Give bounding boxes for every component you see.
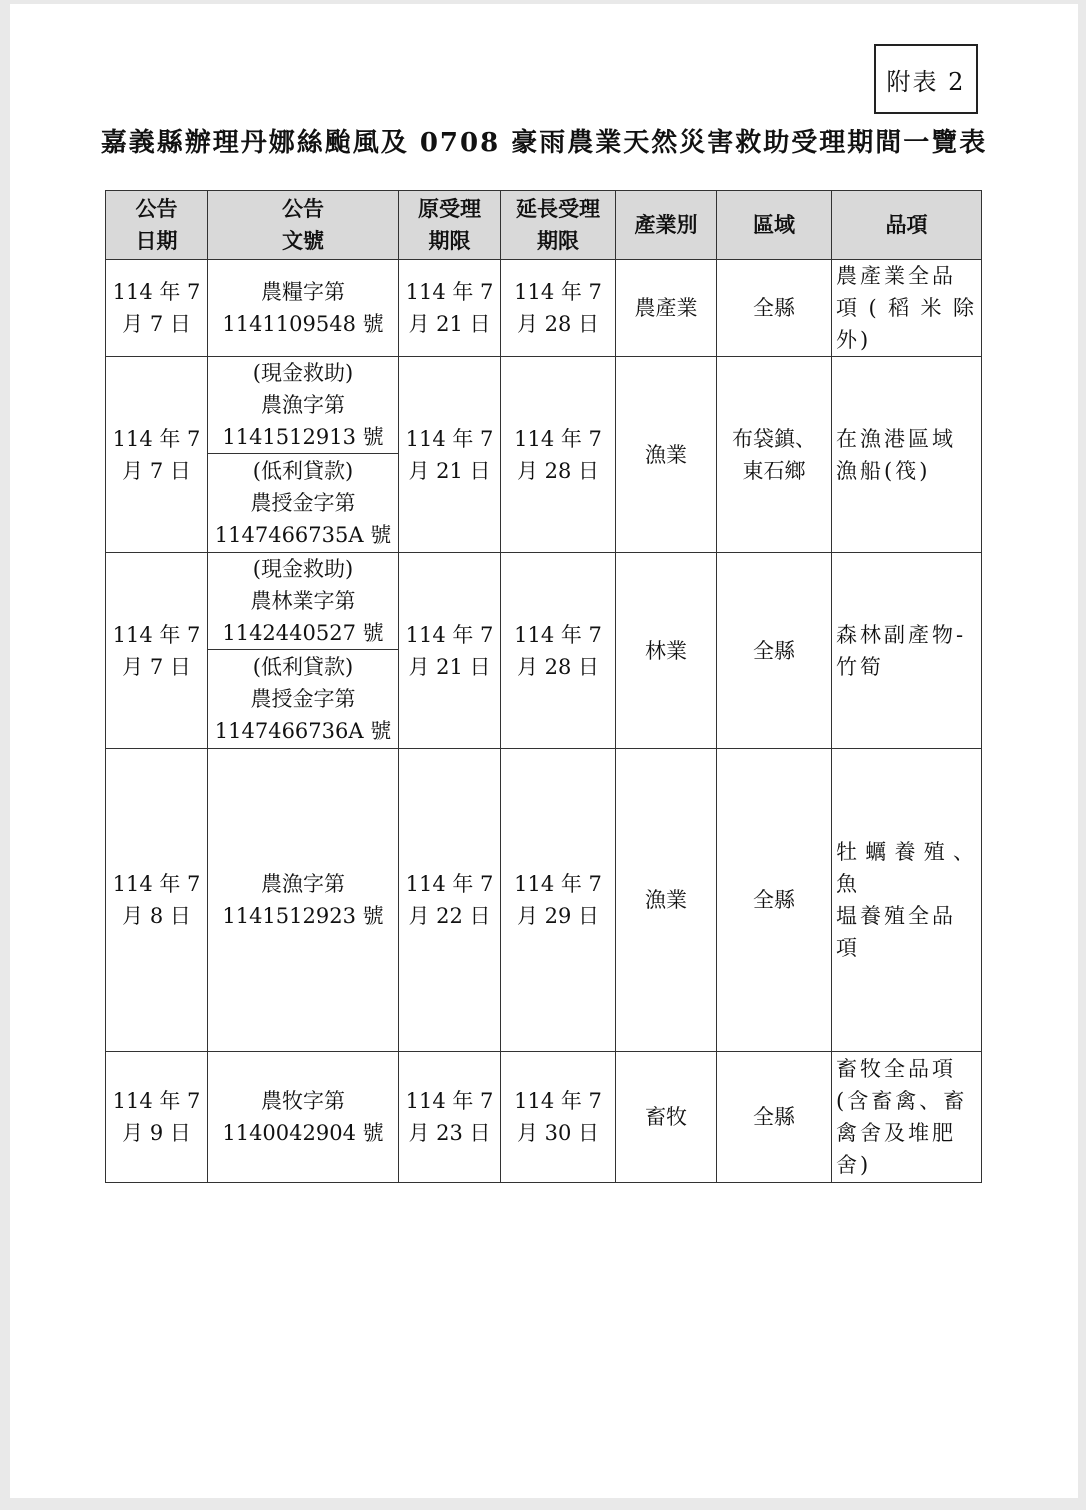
relief-schedule-table	[105, 190, 982, 1183]
cell-doc-number-loan: (低利貸款) 農授金字第 1147466735A 號	[208, 454, 399, 553]
table-row	[106, 260, 982, 357]
cell-date: 114 年 7 月 8 日	[106, 749, 208, 1052]
cell-doc-number: 農牧字第 1140042904 號	[208, 1052, 399, 1183]
cell-extended-deadline: 114 年 7 月 28 日	[501, 357, 616, 553]
cell-items: 森林副產物- 竹筍	[832, 553, 982, 749]
cell-date: 114 年 7 月 7 日	[106, 553, 208, 749]
cell-region: 全縣	[717, 749, 832, 1052]
cell-region: 布袋鎮、 東石鄉	[717, 357, 832, 553]
cell-original-deadline: 114 年 7 月 21 日	[399, 260, 501, 357]
table-row	[106, 553, 982, 650]
cell-doc-number-loan: (低利貸款) 農授金字第 1147466736A 號	[208, 650, 399, 749]
header-extended-deadline: 延長受理 期限	[501, 191, 616, 260]
cell-items: 在漁港區域 漁船(筏)	[832, 357, 982, 553]
header-industry: 產業別	[616, 191, 717, 260]
table-row	[106, 357, 982, 454]
cell-doc-number: 農漁字第 1141512923 號	[208, 749, 399, 1052]
annex-label: 附表 2	[874, 44, 978, 114]
cell-items: 農產業全品 項(稻米除外)	[832, 260, 982, 357]
cell-items: 畜牧全品項 (含畜禽、畜 禽舍及堆肥 舍)	[832, 1052, 982, 1183]
cell-doc-number-cash: (現金救助) 農漁字第 1141512913 號	[208, 357, 399, 454]
table-row	[106, 749, 982, 1052]
cell-doc-number: 農糧字第 1141109548 號	[208, 260, 399, 357]
cell-date: 114 年 7 月 9 日	[106, 1052, 208, 1183]
cell-industry: 漁業	[616, 749, 717, 1052]
header-date: 公告 日期	[106, 191, 208, 260]
header-doc-number: 公告 文號	[208, 191, 399, 260]
cell-industry: 漁業	[616, 357, 717, 553]
header-items: 品項	[832, 191, 982, 260]
cell-region: 全縣	[717, 1052, 832, 1183]
cell-date: 114 年 7 月 7 日	[106, 260, 208, 357]
cell-region: 全縣	[717, 260, 832, 357]
cell-original-deadline: 114 年 7 月 21 日	[399, 553, 501, 749]
cell-original-deadline: 114 年 7 月 21 日	[399, 357, 501, 553]
cell-industry: 農產業	[616, 260, 717, 357]
cell-items: 牡蠣養殖、魚 塭養殖全品 項	[832, 749, 982, 1052]
cell-extended-deadline: 114 年 7 月 29 日	[501, 749, 616, 1052]
document-page	[10, 4, 1078, 1498]
cell-industry: 林業	[616, 553, 717, 749]
cell-original-deadline: 114 年 7 月 22 日	[399, 749, 501, 1052]
header-region: 區域	[717, 191, 832, 260]
cell-original-deadline: 114 年 7 月 23 日	[399, 1052, 501, 1183]
header-row	[106, 191, 982, 260]
cell-doc-number-cash: (現金救助) 農林業字第 1142440527 號	[208, 553, 399, 650]
cell-date: 114 年 7 月 7 日	[106, 357, 208, 553]
header-original-deadline: 原受理 期限	[399, 191, 501, 260]
table-row	[106, 1052, 982, 1183]
document-title: 嘉義縣辦理丹娜絲颱風及 0708 豪雨農業天然災害救助受理期間一覽表	[100, 128, 988, 158]
cell-extended-deadline: 114 年 7 月 28 日	[501, 553, 616, 749]
cell-industry: 畜牧	[616, 1052, 717, 1183]
cell-region: 全縣	[717, 553, 832, 749]
cell-extended-deadline: 114 年 7 月 30 日	[501, 1052, 616, 1183]
cell-extended-deadline: 114 年 7 月 28 日	[501, 260, 616, 357]
